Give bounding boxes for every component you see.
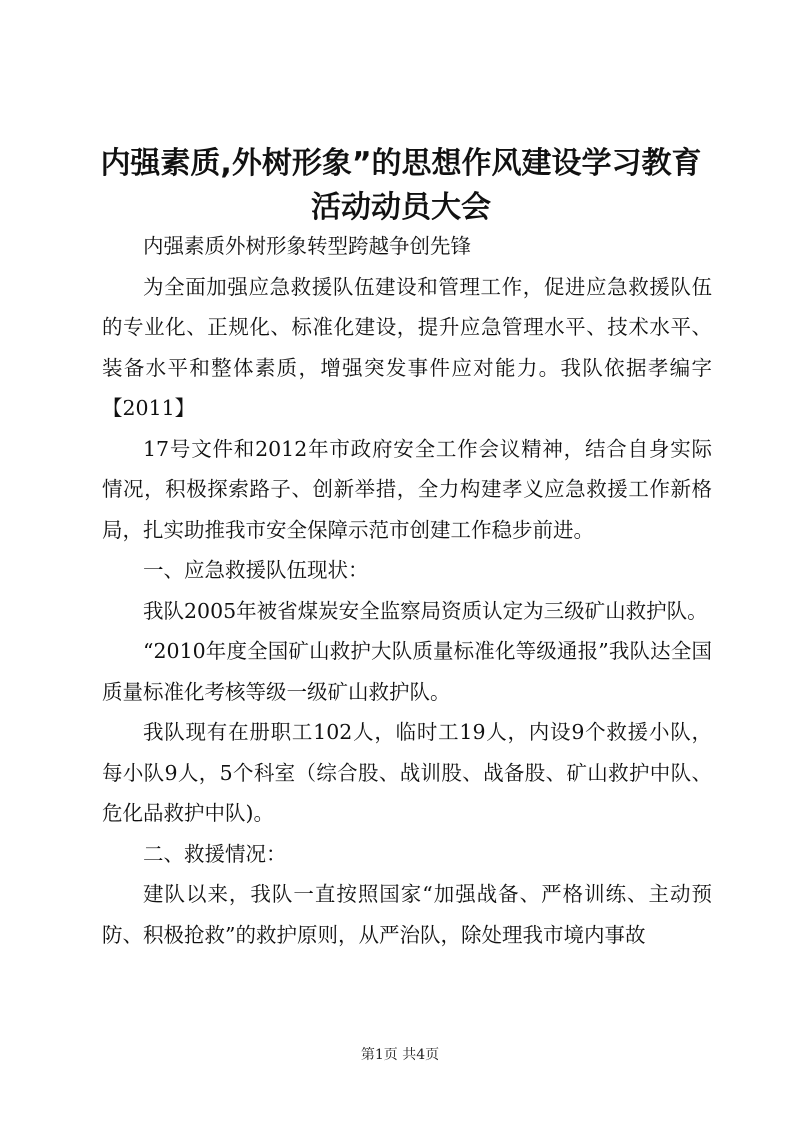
page-footer: 第1页 共4页 (360, 1047, 440, 1063)
section-heading: 一、应急救援队伍现状： (143, 558, 369, 582)
paragraph: 我队2005年被省煤炭安全监察局资质认定为三级矿山救护队。 (143, 598, 708, 623)
paragraph: 17号文件和2012年市政府安全工作会议精神，结合自身实际情况，积极探索路子、创新举措，全力构建孝义应急救援工作新格局，扎实助推我市安全保障示范市创建工作稳步前进。 (102, 436, 712, 542)
paragraph: 为全面加强应急救援队伍建设和管理工作，促进应急救援队伍的专业化、正规化、标准化建设，提升应急管理水平、技术水平、装备水平和整体素质，增强突发事件应对能力。我队依据孝编字【2011】 (102, 274, 712, 420)
paragraph: 建队以来，我队一直按照国家“加强战备、严格训练、主动预防、积极抢救”的救护原则，从严治队，除处理我市境内事故 (102, 882, 712, 947)
paragraph: 我队现有在册职工102人，临时工19人，内设9个救援小队，每小队9人，5个科室（综合股、战训股、战备股、矿山救护中队、危化品救护中队)。 (102, 720, 712, 825)
section-heading: 二、救援情况： (143, 841, 287, 866)
document-body (102, 226, 712, 955)
paragraph: “2010年度全国矿山救护大队质量标准化等级通报”我队达全国质量标准化考核等级一级矿山救护队。 (102, 639, 712, 704)
paragraph: 内强素质外树形象转型跨越争创先锋 (143, 234, 471, 258)
document-title: 内强素质,外树形象”的思想作风建设学习教育活动动员大会 (100, 146, 702, 225)
